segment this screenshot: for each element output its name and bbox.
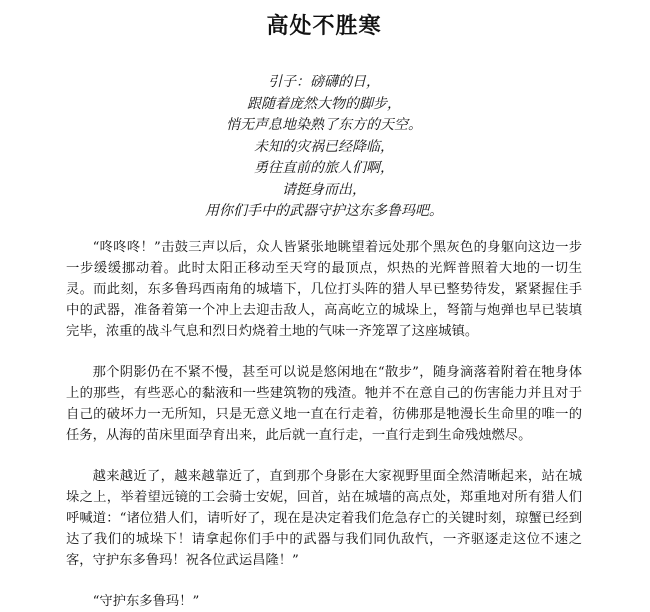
- story-paragraph: “守护东多鲁玛！”: [92, 593, 200, 609]
- poem-line: 引子：磅礴的日，: [268, 74, 380, 90]
- story-paragraph: 越来越近了，越来越靠近了，直到那个身影在大家视野里面全然清晰起来，站在城垛之上，举着望远镜的工会骑士安妮，回首，站在城墙的高点处，郑重地对所有猎人们呼喊道：“诸位猎人们，请听好了，现在是决定着我们危急存亡的关键时刻，琼蟹已经到达了我们的城垛下！请拿起你们手中的武器与我们同仇敌忾，一齐驱逐走这位不速之客，守护东多鲁玛！祝各位武运昌隆！”: [66, 468, 582, 568]
- poem-line: 用你们手中的武器守护这东多鲁玛吧。: [205, 203, 443, 219]
- poem-line: 未知的灾祸已经降临，: [254, 138, 394, 155]
- story-body: [66, 237, 582, 612]
- document-page: [0, 10, 650, 609]
- poem-line: 悄无声息地染熟了东方的天空。: [226, 117, 422, 133]
- document-title: 高处不胜寒: [266, 13, 382, 39]
- poem-line: 跟随着庞然大物的脚步，: [247, 95, 401, 112]
- story-paragraph: 那个阴影仍在不紧不慢，甚至可以说是悠闲地在“散步”，随身滴落着附着在牠身体上的那些，有些恶心的黏液和一些建筑物的残渣。牠并不在意自己的伤害能力并且对于自己的破坏力一无所知，只是无意义地一直在行走着，彷佛那是牠漫长生命里的唯一的任务，从海的苗床里面孕育出来，此后就一直行走，一直行走到生命残烛燃尽。: [66, 364, 582, 443]
- story-paragraph: “咚咚咚！”击鼓三声以后，众人皆紧张地眺望着远处那个黑灰色的身躯向这边一步一步缓缓挪动着。此时太阳正移动至天穹的最顶点，炽热的光辉普照着大地的一切生灵。而此刻，东多鲁玛西南角的城墙下，几位打头阵的猎人早已整势待发，紧紧握住手中的武器，准备着第一个冲上去迎击敌人，高高屹立的城垛上，弩箭与炮弹也早已装填完毕，浓重的战斗气息和烈日灼烧着土地的气味一齐笼罩了这座城镇。: [66, 239, 582, 339]
- poem-line: 请挺身而出，: [282, 181, 366, 198]
- poem-line: 勇往直前的旅人们啊，: [254, 160, 394, 176]
- prologue-poem: [66, 72, 582, 223]
